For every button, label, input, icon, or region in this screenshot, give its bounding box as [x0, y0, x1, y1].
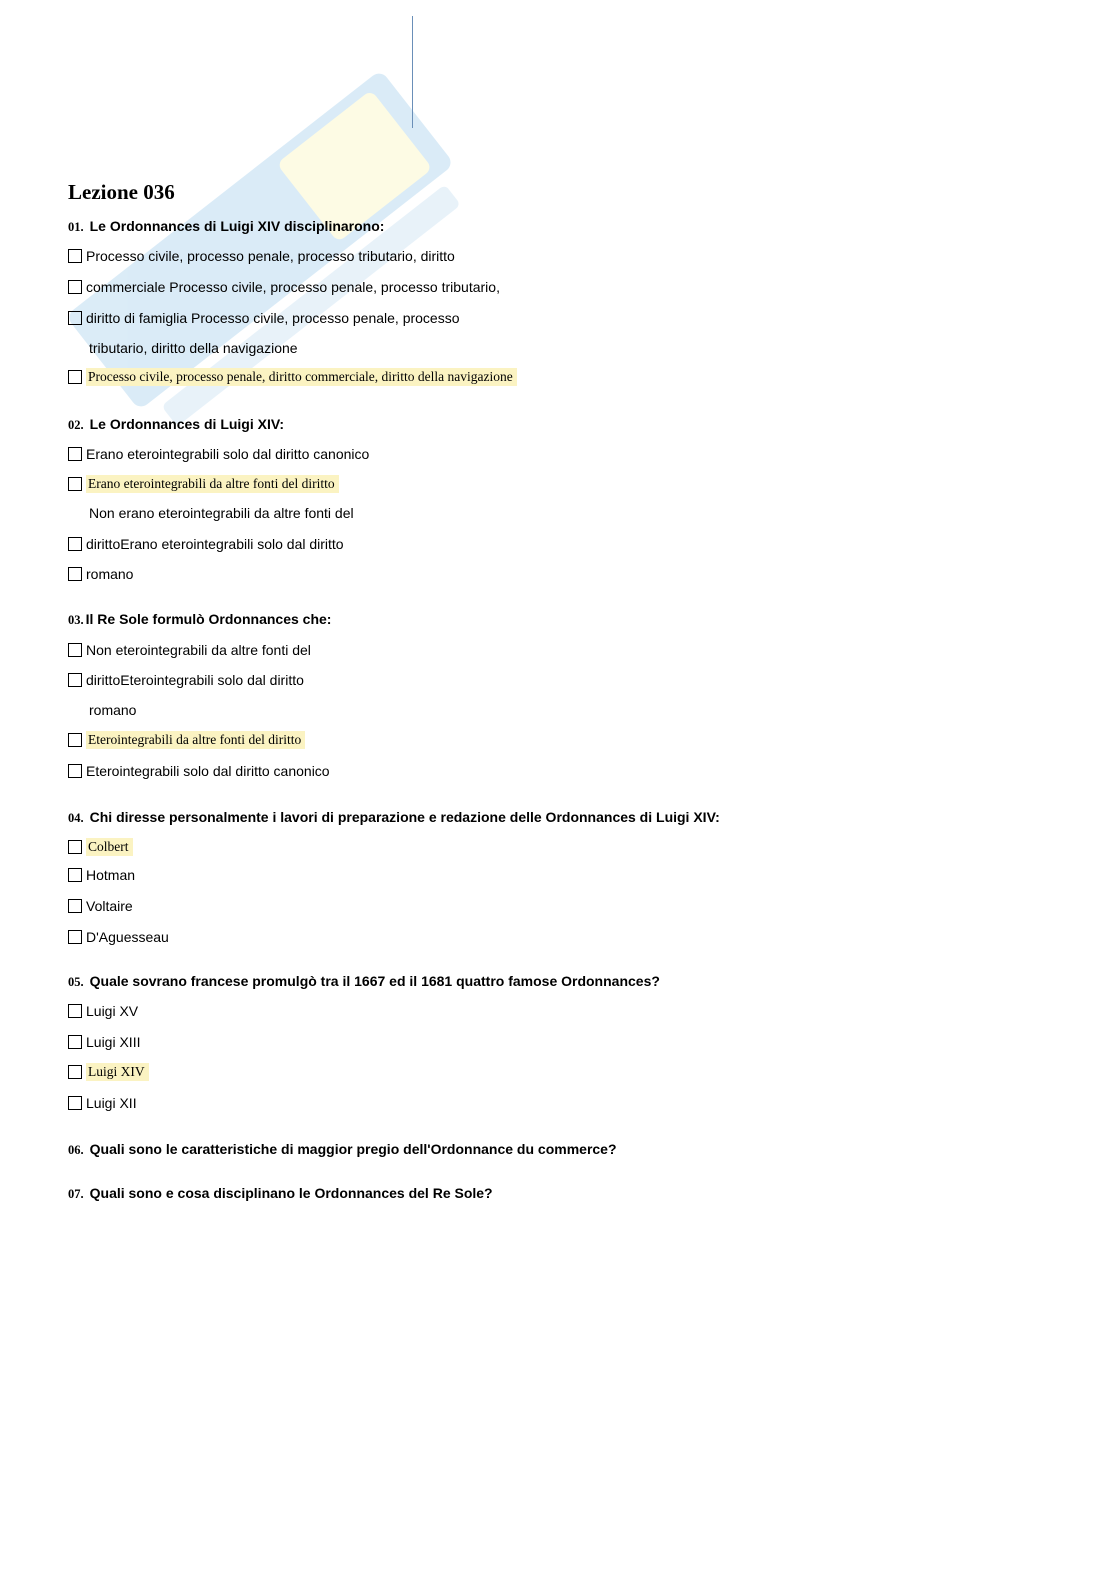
answer-checkbox[interactable]	[68, 899, 82, 913]
answer-option	[68, 444, 369, 464]
answer-option	[68, 246, 455, 266]
question-text: Quali sono le caratteristiche di maggior pregio dell'Ordonnance du commerce?	[89, 1141, 617, 1157]
answer-option	[68, 896, 133, 916]
question-number: 06.	[68, 1143, 84, 1157]
question-text: Il Re Sole formulò Ordonnances che:	[85, 611, 332, 627]
question-number: 02.	[68, 418, 84, 432]
answer-option	[68, 670, 304, 690]
answer-continuation	[68, 338, 298, 358]
answer-option	[68, 1032, 140, 1052]
question-number: 05.	[68, 975, 84, 989]
answer-text: romano	[89, 702, 137, 718]
question-text: Quale sovrano francese promulgò tra il 1667 ed il 1681 quattro famose Ordonnances?	[89, 973, 660, 989]
question-03	[68, 611, 331, 628]
answer-text: diritto di famiglia Processo civile, processo penale, processo	[86, 310, 460, 326]
answer-checkbox[interactable]	[68, 930, 82, 944]
answer-option	[68, 277, 500, 297]
answer-checkbox[interactable]	[68, 447, 82, 461]
answer-checkbox[interactable]	[68, 764, 82, 778]
question-01	[68, 218, 384, 235]
question-number: 07.	[68, 1187, 84, 1201]
question-07	[68, 1185, 493, 1202]
answer-text: Non eterointegrabili da altre fonti del	[86, 642, 311, 658]
answer-checkbox[interactable]	[68, 567, 82, 581]
answer-option-correct	[68, 367, 517, 387]
question-text: Le Ordonnances di Luigi XIV:	[89, 416, 285, 432]
answer-checkbox[interactable]	[68, 1096, 82, 1110]
question-number: 04.	[68, 811, 84, 825]
answer-option	[68, 640, 311, 660]
answer-text: Eterointegrabili solo dal diritto canonico	[86, 763, 330, 779]
answer-option	[68, 308, 460, 328]
answer-text: Processo civile, processo penale, processo tributario, diritto	[86, 248, 455, 264]
answer-text: commerciale Processo civile, processo penale, processo tributario,	[86, 279, 500, 295]
answer-option	[68, 1001, 138, 1021]
answer-text: Luigi XV	[86, 1003, 139, 1019]
question-05	[68, 973, 660, 990]
answer-text-highlighted: Processo civile, processo penale, diritto commerciale, diritto della navigazione	[86, 368, 517, 386]
answer-text: romano	[86, 566, 134, 582]
answer-text: Hotman	[86, 867, 136, 883]
answer-checkbox[interactable]	[68, 840, 82, 854]
answer-text-highlighted: Colbert	[86, 838, 133, 856]
answer-text-highlighted: Eterointegrabili da altre fonti del diritto	[86, 731, 305, 749]
answer-option-correct	[68, 1062, 149, 1082]
answer-text: Erano eterointegrabili solo dal diritto canonico	[86, 446, 370, 462]
answer-checkbox[interactable]	[68, 733, 82, 747]
answer-checkbox[interactable]	[68, 370, 82, 384]
question-06	[68, 1141, 617, 1158]
answer-text: Non erano eterointegrabili da altre fonti del	[89, 505, 354, 521]
question-number: 01.	[68, 220, 84, 234]
answer-text: D'Aguesseau	[86, 929, 169, 945]
answer-text: Luigi XII	[86, 1095, 137, 1111]
answer-text: Luigi XIII	[86, 1034, 141, 1050]
answer-checkbox[interactable]	[68, 673, 82, 687]
question-text: Chi diresse personalmente i lavori di preparazione e redazione delle Ordonnances di Luigi XIV:	[89, 809, 720, 825]
question-02	[68, 416, 284, 433]
answer-checkbox[interactable]	[68, 477, 82, 491]
answer-text: dirittoEterointegrabili solo dal diritto	[86, 672, 304, 688]
answer-option	[68, 927, 169, 947]
answer-checkbox[interactable]	[68, 280, 82, 294]
answer-checkbox[interactable]	[68, 311, 82, 325]
lesson-title: Lezione 036	[68, 180, 175, 204]
answer-option	[68, 534, 344, 554]
answer-text: tributario, diritto della navigazione	[89, 340, 298, 356]
answer-text: dirittoErano eterointegrabili solo dal diritto	[86, 536, 344, 552]
answer-checkbox[interactable]	[68, 1004, 82, 1018]
answer-text-highlighted: Erano eterointegrabili da altre fonti del diritto	[86, 475, 339, 493]
answer-option	[68, 1093, 137, 1113]
answer-option-correct	[68, 730, 305, 750]
answer-option	[68, 761, 330, 781]
answer-option	[68, 865, 135, 885]
answer-checkbox[interactable]	[68, 537, 82, 551]
answer-checkbox[interactable]	[68, 1065, 82, 1079]
answer-continuation	[68, 503, 354, 523]
answer-checkbox[interactable]	[68, 249, 82, 263]
answer-checkbox[interactable]	[68, 868, 82, 882]
question-text: Quali sono e cosa disciplinano le Ordonnances del Re Sole?	[89, 1185, 493, 1201]
question-number: 03.	[68, 613, 84, 627]
question-04	[68, 809, 720, 826]
answer-text: Voltaire	[86, 898, 133, 914]
answer-continuation	[68, 700, 136, 720]
question-text: Le Ordonnances di Luigi XIV disciplinarono:	[89, 218, 385, 234]
answer-option-correct	[68, 474, 339, 494]
answer-option-correct	[68, 837, 133, 857]
answer-text-highlighted: Luigi XIV	[86, 1063, 149, 1081]
answer-option	[68, 564, 133, 584]
answer-checkbox[interactable]	[68, 643, 82, 657]
answer-checkbox[interactable]	[68, 1035, 82, 1049]
